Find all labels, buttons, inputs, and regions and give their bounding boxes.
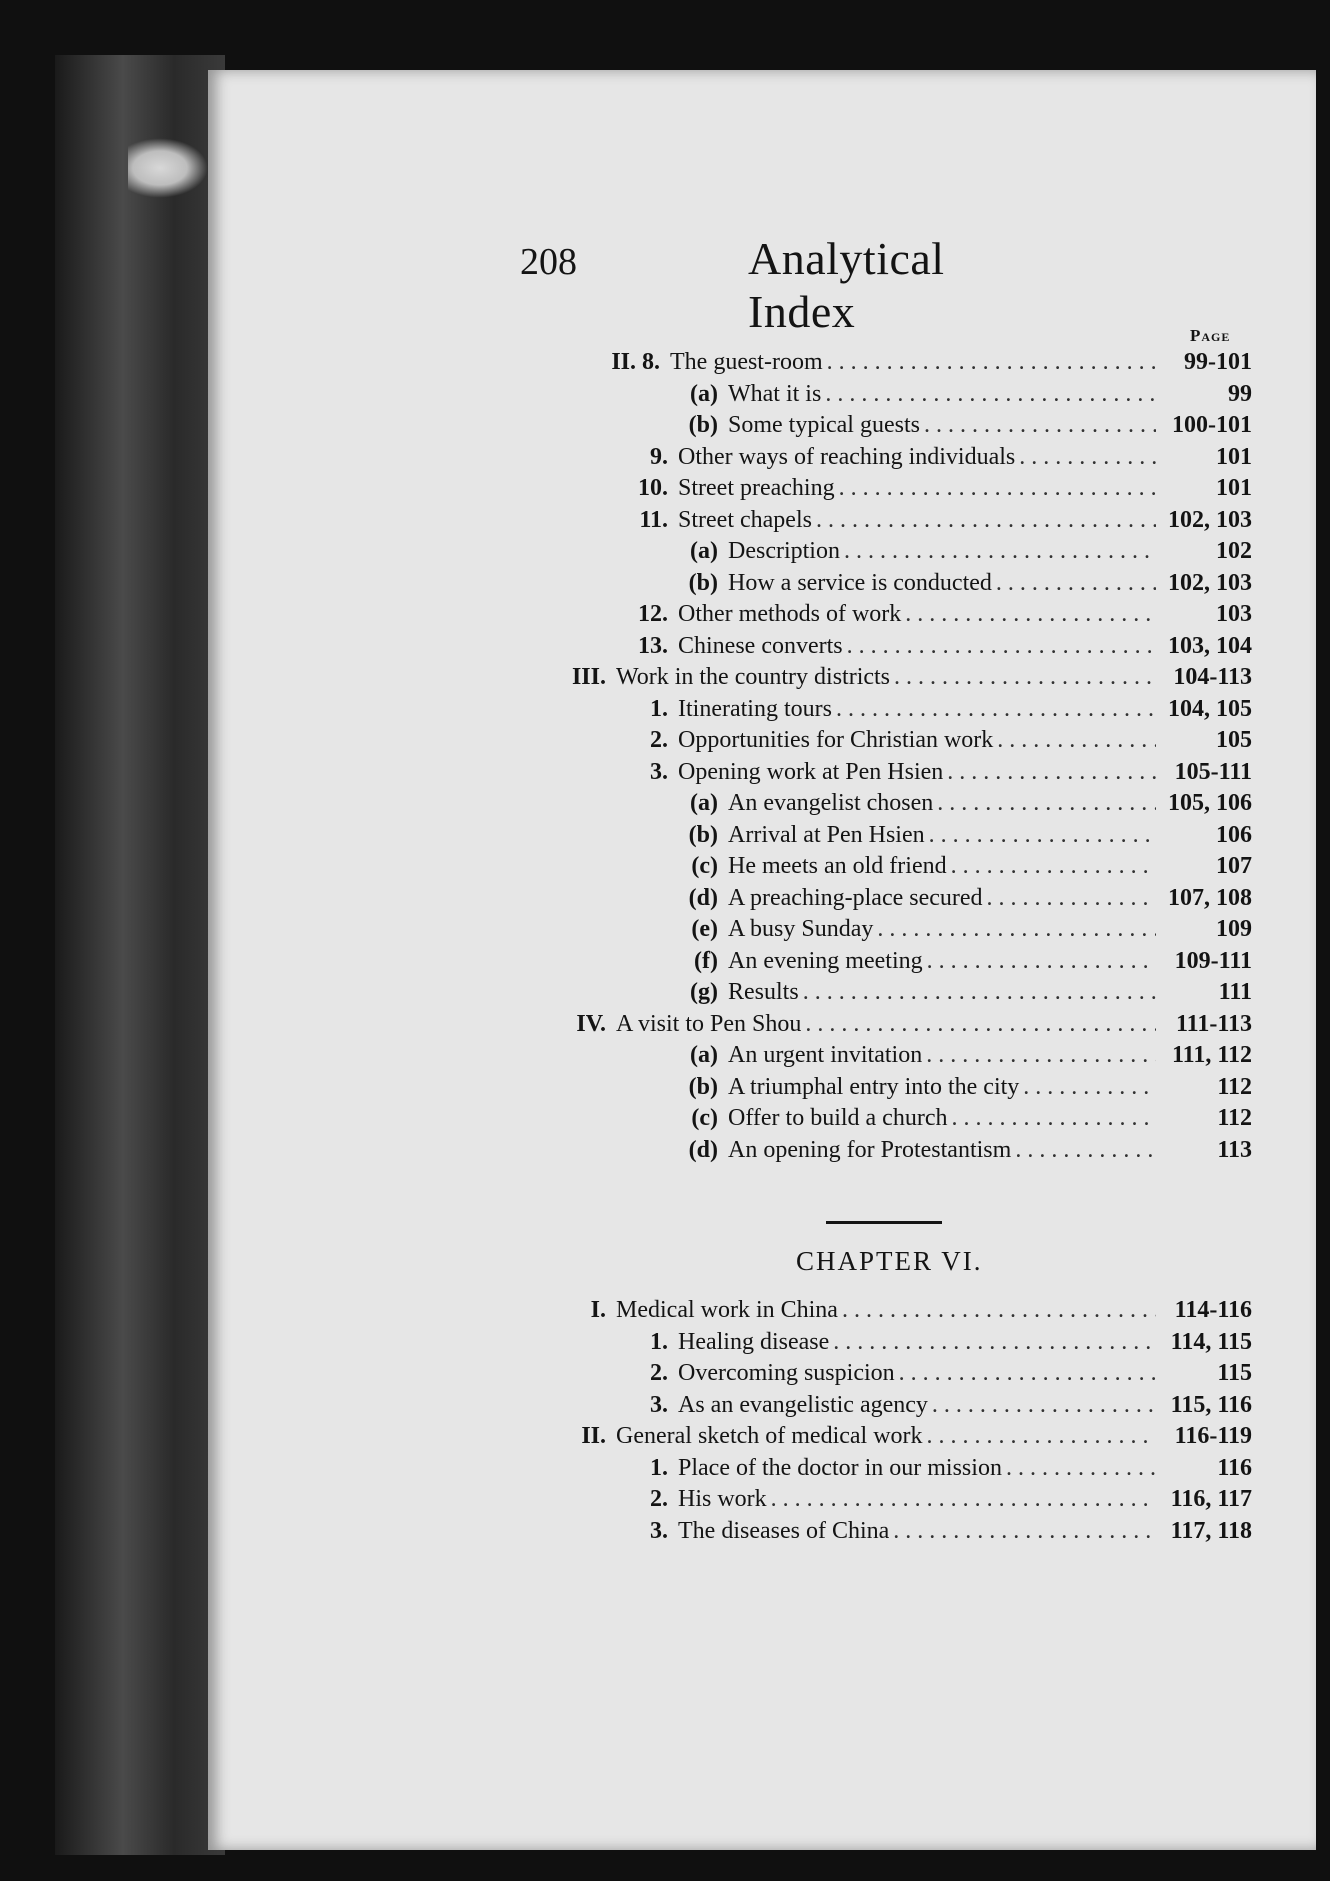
entry-page: 99-101	[1184, 349, 1252, 375]
entry-label: An evening meeting	[728, 947, 923, 974]
leader-dots	[1015, 1137, 1156, 1164]
entry-number: (a)	[690, 1042, 718, 1068]
entry-number: 2.	[650, 1360, 668, 1386]
index-entry	[590, 444, 1252, 476]
leader-dots	[1019, 444, 1156, 471]
leader-dots	[905, 601, 1156, 628]
entry-page: 111	[1218, 979, 1252, 1005]
entry-page: 107	[1216, 853, 1252, 879]
chapter-heading: CHAPTER VI.	[796, 1246, 983, 1276]
entry-page: 104, 105	[1168, 695, 1252, 722]
entry-number: 13.	[638, 632, 668, 659]
leader-dots	[833, 1329, 1156, 1356]
index-entry	[674, 948, 1252, 980]
index-entry	[590, 601, 1252, 633]
index-entry	[674, 381, 1252, 413]
entry-number: 12.	[638, 601, 668, 627]
entry-page: 112	[1217, 1105, 1252, 1131]
entry-page: 115, 116	[1170, 1391, 1252, 1418]
entry-number: 11.	[639, 506, 668, 533]
entry-label: Arrival at Pen Hsien	[728, 821, 925, 848]
entry-number: 2.	[650, 727, 668, 753]
leader-dots	[929, 822, 1156, 849]
entry-page: 102, 103	[1168, 506, 1252, 533]
leader-dots	[947, 759, 1156, 786]
entry-page: 116, 117	[1170, 1486, 1252, 1512]
index-entry	[674, 1042, 1252, 1074]
index-entry	[590, 1392, 1252, 1424]
entry-label: Some typical guests	[728, 412, 920, 438]
entry-label: Opening work at Pen Hsien	[678, 758, 944, 785]
index-entry	[674, 412, 1252, 444]
entry-page: 114, 115	[1170, 1328, 1252, 1355]
entry-number: II. 8.	[611, 349, 660, 375]
entry-page: 113	[1217, 1136, 1252, 1163]
leader-dots	[932, 1392, 1156, 1419]
entry-page: 102	[1216, 538, 1252, 564]
entry-label: A preaching-place secured	[728, 884, 983, 911]
index-entry	[590, 1486, 1252, 1518]
entry-number: (a)	[690, 538, 718, 564]
index-entry	[590, 1329, 1252, 1361]
entry-number: IV.	[576, 1010, 606, 1037]
index-entry	[590, 1360, 1252, 1392]
entry-page: 109-111	[1174, 947, 1252, 974]
entry-label: The diseases of China	[678, 1517, 890, 1544]
index-entry	[590, 759, 1252, 791]
entry-label: Street preaching	[678, 475, 835, 501]
entry-label: Opportunities for Christian work	[678, 727, 994, 753]
index-entry	[674, 1137, 1252, 1169]
leader-dots	[1023, 1074, 1156, 1101]
index-entry	[674, 916, 1252, 948]
entry-page: 115	[1217, 1360, 1252, 1386]
entry-label: How a service is conducted	[728, 569, 992, 596]
entry-number: (a)	[690, 380, 718, 407]
index-entry	[674, 1074, 1252, 1106]
index-entry	[590, 475, 1252, 507]
entry-label: Medical work in China	[616, 1297, 838, 1323]
entry-number: 2.	[650, 1486, 668, 1512]
leader-dots	[997, 727, 1156, 754]
entry-number: 1.	[650, 1328, 668, 1355]
index-entry	[590, 1455, 1252, 1487]
entry-number: (e)	[691, 916, 718, 942]
entry-number: (a)	[690, 790, 718, 816]
entry-label: General sketch of medical work	[616, 1423, 923, 1449]
entry-label: Overcoming suspicion	[678, 1360, 895, 1386]
entry-page: 99	[1228, 380, 1252, 407]
entry-page: 111-113	[1175, 1010, 1252, 1037]
entry-label: Results	[728, 979, 799, 1005]
leader-dots	[927, 948, 1156, 975]
book-spine	[55, 55, 225, 1855]
page-title: Analytical Index	[748, 233, 945, 337]
entry-label: The guest-room	[670, 349, 823, 375]
leader-dots	[951, 1105, 1156, 1132]
index-entry	[530, 664, 1252, 696]
entry-label: Other methods of work	[678, 601, 902, 627]
entry-number: (c)	[691, 853, 718, 879]
entry-number: (b)	[688, 1073, 718, 1100]
entry-number: 10.	[638, 475, 668, 501]
index-entry	[590, 507, 1252, 539]
index-entry	[556, 349, 1252, 381]
leader-dots	[1006, 1455, 1156, 1482]
index-entry	[674, 1105, 1252, 1137]
leader-dots	[937, 790, 1156, 817]
entry-page: 102, 103	[1168, 569, 1252, 596]
entry-label: Street chapels	[678, 506, 812, 533]
entry-page: 103, 104	[1168, 632, 1252, 659]
entry-label: Itinerating tours	[678, 695, 832, 722]
leader-dots	[839, 475, 1156, 502]
entry-label: Description	[728, 538, 840, 564]
leader-dots	[926, 1042, 1156, 1069]
leader-dots	[894, 664, 1156, 691]
entry-label: What it is	[728, 380, 822, 407]
entry-label: As an evangelistic agency	[678, 1391, 928, 1418]
leader-dots	[842, 1297, 1156, 1324]
entry-label: An evangelist chosen	[728, 790, 934, 816]
entry-label: Place of the doctor in our mission	[678, 1454, 1002, 1481]
leader-dots	[893, 1518, 1156, 1545]
entry-page: 111, 112	[1171, 1042, 1252, 1068]
entry-number: (b)	[688, 569, 718, 596]
index-entry	[674, 885, 1252, 917]
entry-page: 100-101	[1172, 412, 1252, 438]
page-column-header: Page	[1190, 326, 1231, 345]
entry-label: An opening for Protestantism	[728, 1136, 1012, 1163]
entry-number: (b)	[688, 821, 718, 848]
entry-page: 101	[1216, 475, 1252, 501]
entry-number: (g)	[690, 979, 718, 1005]
entry-label: Other ways of reaching individuals	[678, 443, 1016, 470]
index-entry	[674, 822, 1252, 854]
index-entry	[530, 1423, 1252, 1455]
entry-page: 105, 106	[1168, 790, 1252, 816]
entry-page: 114-116	[1174, 1297, 1252, 1323]
entry-number: 3.	[650, 1391, 668, 1418]
entry-page: 109	[1216, 916, 1252, 942]
leader-dots	[816, 507, 1156, 534]
entry-number: I.	[590, 1297, 606, 1323]
entry-number: (b)	[688, 412, 718, 438]
index-entry	[674, 979, 1252, 1011]
page-number: 208	[520, 241, 577, 283]
entry-page: 106	[1216, 821, 1252, 848]
entry-page: 103	[1216, 601, 1252, 627]
section-divider	[826, 1221, 942, 1224]
leader-dots	[847, 633, 1156, 660]
leader-dots	[987, 885, 1156, 912]
index-entry	[530, 1297, 1252, 1329]
entry-page: 117, 118	[1170, 1517, 1252, 1544]
leader-dots	[899, 1360, 1156, 1387]
entry-number: (d)	[688, 1136, 718, 1163]
entry-label: Work in the country districts	[616, 664, 891, 690]
index-entry	[590, 1518, 1252, 1550]
spine-ornament	[128, 138, 208, 198]
entry-label: He meets an old friend	[728, 853, 947, 879]
entry-number: 3.	[650, 1517, 668, 1544]
entry-page: 107, 108	[1168, 884, 1252, 911]
leader-dots	[924, 412, 1156, 439]
entry-number: 9.	[650, 443, 668, 470]
entry-label: A busy Sunday	[728, 916, 874, 942]
entry-label: Healing disease	[678, 1328, 830, 1355]
index-entry	[590, 696, 1252, 728]
entry-page: 112	[1217, 1073, 1252, 1100]
entry-label: A visit to Pen Shou	[616, 1010, 802, 1037]
entry-page: 101	[1216, 443, 1252, 470]
entry-label: An urgent invitation	[728, 1042, 923, 1068]
entry-number: II.	[581, 1423, 606, 1449]
index-entry	[590, 633, 1252, 665]
leader-dots	[836, 696, 1156, 723]
entry-number: (f)	[694, 947, 718, 974]
entry-page: 116-119	[1174, 1423, 1252, 1449]
leader-dots	[877, 916, 1156, 943]
entry-page: 105-111	[1174, 758, 1252, 785]
entry-number: (d)	[688, 884, 718, 911]
leader-dots	[844, 538, 1156, 565]
entry-label: Offer to build a church	[728, 1105, 948, 1131]
entry-page: 104-113	[1173, 664, 1252, 690]
entry-page: 105	[1216, 727, 1252, 753]
entry-number: III.	[571, 664, 606, 690]
entry-number: 3.	[650, 758, 668, 785]
entry-page: 116	[1217, 1454, 1252, 1481]
entry-label: Chinese converts	[678, 632, 843, 659]
leader-dots	[827, 349, 1156, 376]
leader-dots	[996, 570, 1156, 597]
entry-number: 1.	[650, 695, 668, 722]
leader-dots	[805, 1011, 1156, 1038]
leader-dots	[951, 853, 1156, 880]
index-entry	[530, 1011, 1252, 1043]
leader-dots	[771, 1486, 1156, 1513]
index-entry	[674, 538, 1252, 570]
page-header	[520, 233, 1040, 337]
index-entry	[590, 727, 1252, 759]
index-entry	[674, 790, 1252, 822]
entry-label: His work	[678, 1486, 767, 1512]
leader-dots	[803, 979, 1156, 1006]
entry-label: A triumphal entry into the city	[728, 1073, 1020, 1100]
index-entry	[674, 853, 1252, 885]
leader-dots	[825, 381, 1156, 408]
leader-dots	[927, 1423, 1156, 1450]
entry-number: (c)	[691, 1105, 718, 1131]
entry-number: 1.	[650, 1454, 668, 1481]
index-entry	[674, 570, 1252, 602]
